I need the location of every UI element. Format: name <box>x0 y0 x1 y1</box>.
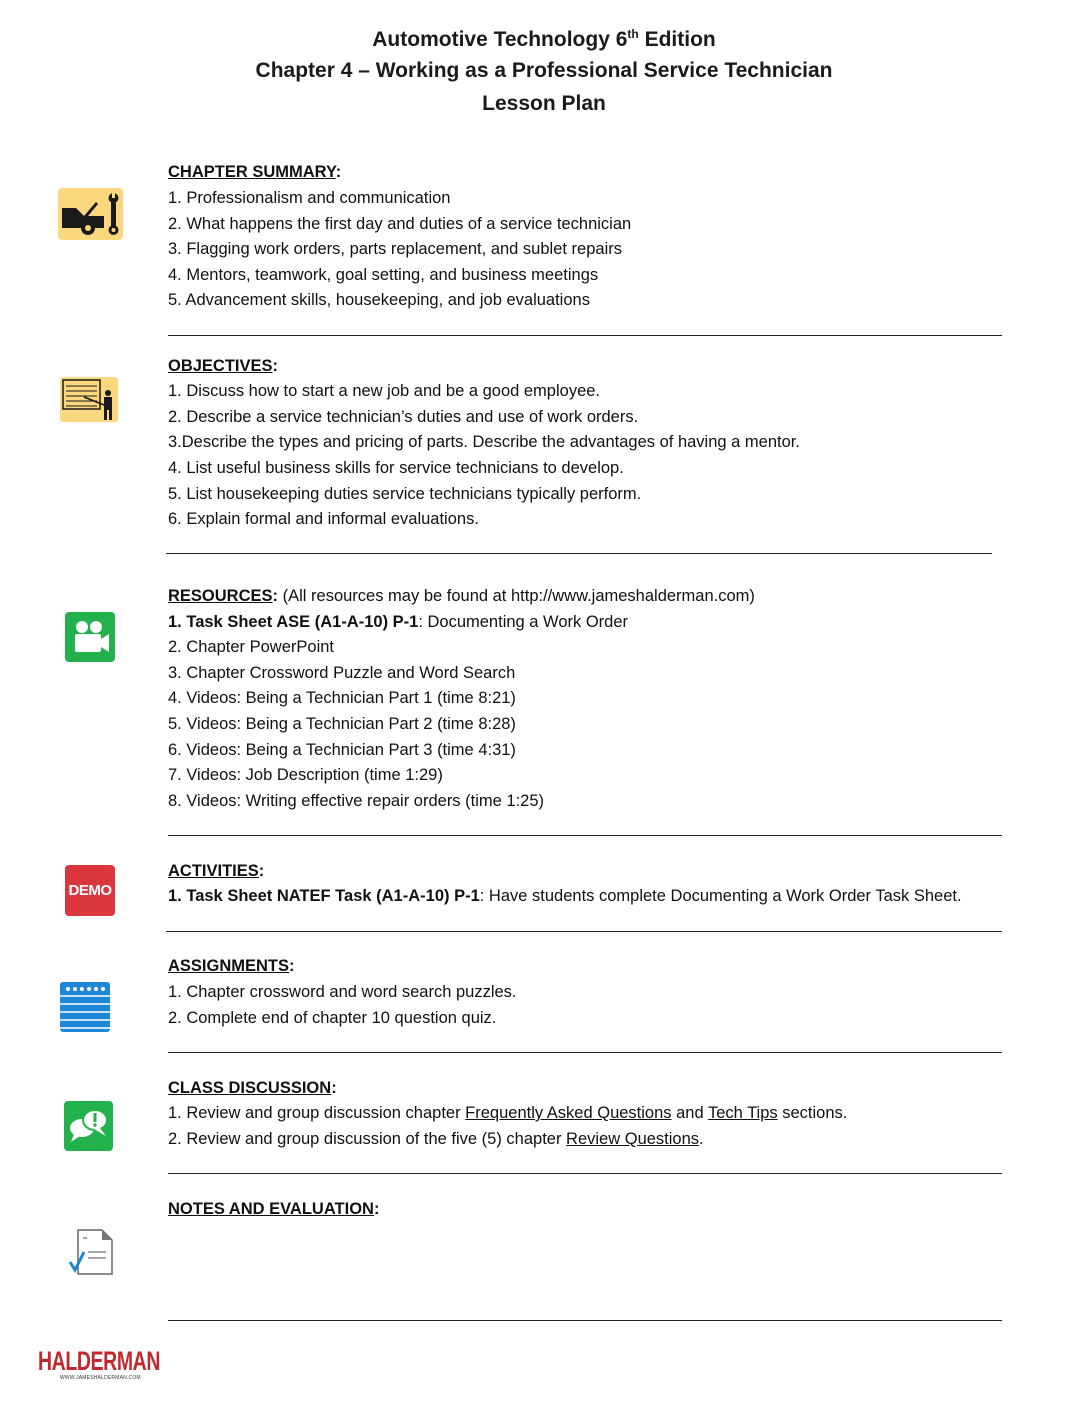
list-item: 6. Videos: Being a Technician Part 3 (time 4:31) <box>168 741 516 759</box>
list-item: 6. Explain formal and informal evaluations. <box>168 510 479 528</box>
list-item: 3. Flagging work orders, parts replacement, and sublet repairs <box>168 240 622 258</box>
section-heading: NOTES AND EVALUATION <box>168 1200 374 1218</box>
divider <box>168 1173 1002 1174</box>
divider <box>168 835 1002 836</box>
list-item: 2. What happens the first day and duties of a service technician <box>168 215 632 233</box>
car-repair-icon <box>58 188 123 240</box>
list-item: 5. Advancement skills, housekeeping, and job evaluations <box>168 291 590 309</box>
lesson-plan-title: Lesson Plan <box>482 92 606 115</box>
divider <box>168 1052 1002 1053</box>
presentation-icon <box>60 377 118 422</box>
list-item: 3. Chapter Crossword Puzzle and Word Search <box>168 664 516 682</box>
section-heading: CLASS DISCUSSION <box>168 1079 332 1097</box>
list-item: 5. List housekeeping duties service technicians typically perform. <box>168 485 642 503</box>
divider <box>168 1320 1002 1321</box>
list-item: 1. Chapter crossword and word search puzzles. <box>168 983 517 1001</box>
book-title: Automotive Technology 6th Edition <box>372 27 716 51</box>
section-heading: OBJECTIVES <box>168 357 273 375</box>
list-item: 2. Complete end of chapter 10 question quiz. <box>168 1009 497 1027</box>
list-item: 1. Discuss how to start a new job and be a good employee. <box>168 382 601 400</box>
list-item: 2. Describe a service technician’s duties and use of work orders. <box>168 408 639 426</box>
list-item: 1. Professionalism and communication <box>168 189 451 207</box>
list-item: 2. Chapter PowerPoint <box>168 638 335 656</box>
list-item: 3.Describe the types and pricing of parts. Describe the advantages of having a mentor. <box>168 433 800 451</box>
demo-icon: DEMO <box>65 865 115 916</box>
section-heading: RESOURCES <box>168 587 273 605</box>
list-item: 1. Review and group discussion chapter Frequently Asked Questions and Tech Tips sections. <box>168 1104 848 1122</box>
list-item: 1. Task Sheet NATEF Task (A1-A-10) P-1: Have students complete Documenting a Work Order Task Sheet. <box>168 887 962 905</box>
section-heading: ACTIVITIES <box>168 862 259 880</box>
list-item: 4. List useful business skills for service technicians to develop. <box>168 459 624 477</box>
faq-link[interactable]: Frequently Asked Questions <box>465 1104 672 1122</box>
list-item: 8. Videos: Writing effective repair orders (time 1:25) <box>168 792 545 810</box>
divider <box>166 553 992 554</box>
review-questions-link[interactable]: Review Questions <box>566 1130 700 1148</box>
discussion-icon <box>64 1101 113 1151</box>
list-item: 4. Mentors, teamwork, goal setting, and business meetings <box>168 266 599 284</box>
list-item: 1. Task Sheet ASE (A1-A-10) P-1: Documenting a Work Order <box>168 613 629 631</box>
list-item: 7. Videos: Job Description (time 1:29) <box>168 766 443 784</box>
list-item: 2. Review and group discussion of the five (5) chapter Review Questions. <box>168 1130 704 1148</box>
section-heading: CHAPTER SUMMARY <box>168 163 336 181</box>
divider <box>168 335 1002 336</box>
tech-tips-link[interactable]: Tech Tips <box>707 1104 778 1122</box>
list-item: 5. Videos: Being a Technician Part 2 (time 8:28) <box>168 715 516 733</box>
evaluation-document-icon <box>68 1228 114 1276</box>
resources-note: (All resources may be found at http://www.jameshalderman.com) <box>278 587 755 605</box>
chapter-title: Chapter 4 – Working as a Professional Service Technician <box>255 59 833 82</box>
notebook-icon <box>60 982 110 1032</box>
list-item: 4. Videos: Being a Technician Part 1 (time 8:21) <box>168 689 516 707</box>
divider <box>166 931 1002 932</box>
section-heading: ASSIGNMENTS <box>168 957 290 975</box>
halderman-logo: HALDERMAN WWW.JAMESHALDERMAN.COM <box>38 1346 161 1381</box>
video-camera-icon <box>65 612 115 662</box>
